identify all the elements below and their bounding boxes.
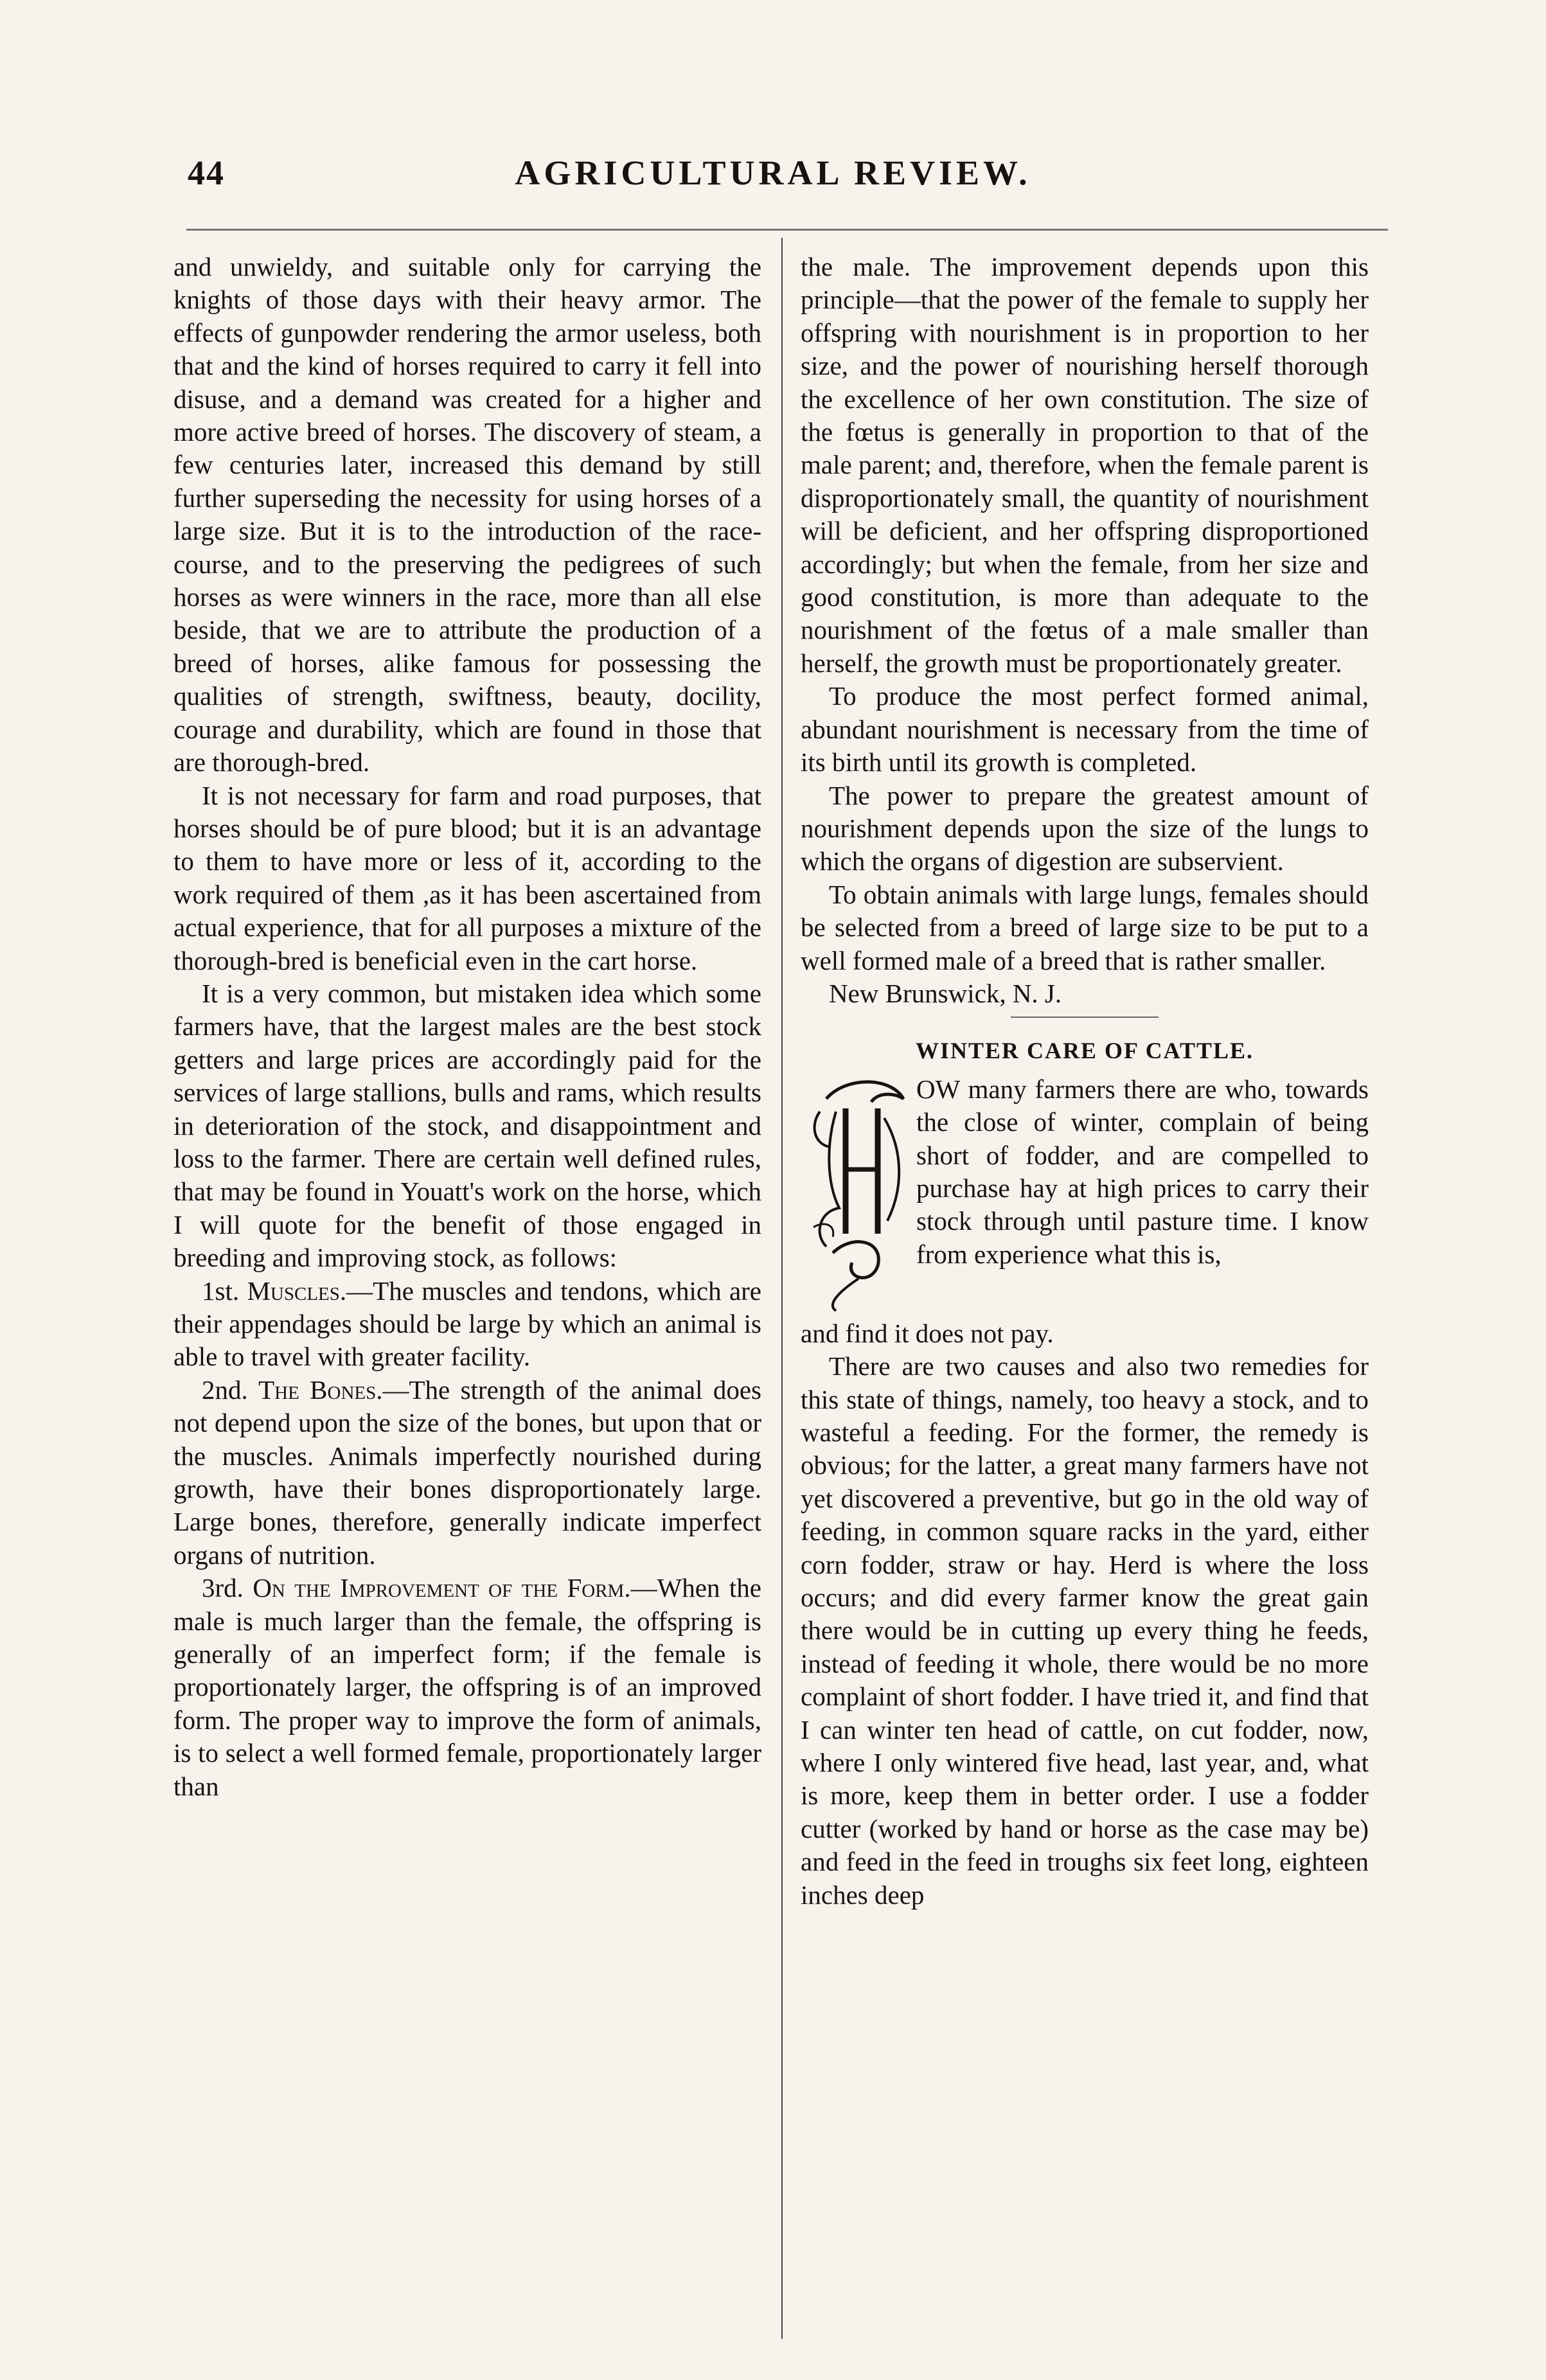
- right-column: [801, 251, 1369, 1912]
- paragraph: There are two causes and also two remedies for this state of things, namely, too heavy a stock, and to wasteful a feeding. For the former, the remedy is obvious; for the latter, a great many farmers have not yet discovered a preventive, but go in the old way of feeding, in common square racks in the yard, either corn fodder, straw or hay. Herd is where the loss occurs; and did every farmer know the great gain there would be in cutting up every thing he feeds, instead of feeding it whole, there would be no more complaint of short fodder. I have tried it, and find that I can winter ten head of cattle, on cut fodder, now, where I only wintered five head, last year, and, what is more, keep them in better order. I use a fodder cutter (worked by hand or horse as the case may be) and feed in the feed in troughs six feet long, eighteen inches deep: [801, 1351, 1369, 1910]
- section-divider: [1011, 1017, 1159, 1018]
- paragraph: It is a very common, but mistaken idea which some farmers have, that the largest males are the best stock getters and large prices are accordingly paid for the services of large stallions, bulls and rams, which results in deterioration of the stock, and disappointment and loss to the farmer. There are certain well defined rules, that may be found in Youatt's work on the horse, which I will quote for the benefit of those engaged in breeding and improving stock, as follows:: [173, 978, 761, 1273]
- paragraph: To produce the most perfect formed animal, abundant nourishment is necessary from the time of its birth until its growth is completed.: [801, 681, 1369, 777]
- ornamental-initial: [801, 1073, 916, 1317]
- header-rule: [186, 229, 1388, 231]
- paragraph: and unwieldy, and suitable only for carrying the knights of those days with their heavy armor. The effects of gunpowder rendering the armor useless, both that and the kind of horses required to carry it fell into disuse, and a demand was created for a higher and more active breed of horses. The discovery of steam, a few centuries later, increased this demand by still further superseding the necessity for using horses of a large size. But it is to the introduction of the race-course, and to the preserving the pedigrees of such horses as were winners in the race, more than all else beside, that we are to attribute the production of a breed of horses, alike famous for possessing the qualities of strength, swiftness, beauty, docility, courage and durability, which are found in those that are thorough-bred.: [173, 252, 761, 777]
- rule-heading: On the Improvement of the Form.: [253, 1573, 631, 1603]
- rule-bones: [173, 1374, 761, 1572]
- rule-number: 2nd.: [202, 1374, 248, 1405]
- ornamental-initial-icon: [801, 1073, 916, 1317]
- rule-number: 1st.: [202, 1275, 240, 1306]
- running-title: AGRICULTURAL REVIEW.: [515, 154, 1031, 192]
- rule-form: [173, 1572, 761, 1803]
- column-divider: [781, 238, 783, 2339]
- paragraph-continued: and find it does not pay.: [801, 1318, 1054, 1348]
- rule-text: —The strength of the animal does not depend upon the size of the bones, but upon that or the muscles. Animals imperfectly nourished during growth, have their bones disproportionately large. Large bones, therefore, generally indicate imperfect organs of nutrition.: [173, 1374, 762, 1570]
- dateline: New Brunswick, N. J.: [829, 978, 1062, 1008]
- paragraph: The power to prepare the greatest amount of nourishment depends upon the size of the lungs to which the organs of digestion are subservient.: [801, 780, 1369, 876]
- article-title: WINTER CARE OF CATTLE.: [915, 1038, 1254, 1064]
- paragraph: To obtain animals with large lungs, females should be selected from a breed of large size to be put to a well formed male of a breed that is rather smaller.: [801, 879, 1369, 975]
- opening-paragraph: [801, 1073, 1369, 1317]
- rule-muscles: [173, 1275, 761, 1374]
- left-column: [173, 251, 761, 1803]
- page-header: [0, 153, 1546, 211]
- paragraph: It is not necessary for farm and road purposes, that horses should be of pure blood; but it is an advantage to them to have more or less of it, according to the work required of them ,as it has been ascertained from actual experience, that for all purposes a mixture of the thorough-bred is beneficial even in the cart horse.: [173, 780, 761, 975]
- rule-text: —When the male is much larger than the female, the offspring is generally of an imperfect form; if the female is proportionately larger, the offspring is of an improved form. The proper way to improve the form of animals, is to select a well formed female, proportionately larger than: [173, 1573, 761, 1801]
- rule-heading: The Bones.: [258, 1374, 383, 1405]
- rule-heading: Muscles.: [247, 1275, 347, 1306]
- opening-text: OW many farmers there are who, towards the close of winter, complain of being short of fodder, and are compelled to purchase hay at high prices to carry their stock through until pasture time. I know from experience what this is,: [916, 1074, 1369, 1269]
- paragraph: the male. The improvement depends upon this principle—that the power of the female to supply her offspring with nourishment is in proportion to her size, and the power of nourishing herself thorough the excellence of her own constitution. The size of the fœtus is generally in proportion to that of the male parent; and, therefore, when the female parent is disproportionately small, the quantity of nourishment will be deficient, and her offspring disproportioned accordingly; but when the female, from her size and good constitution, is more than adequate to the nourishment of the fœtus of a male smaller than herself, the growth must be proportionately greater.: [801, 252, 1369, 678]
- page-number: 44: [188, 154, 225, 192]
- rule-number: 3rd.: [202, 1573, 244, 1603]
- rule-text: —The muscles and tendons, which are their appendages should be large by which an animal is able to travel with greater facility.: [173, 1275, 761, 1372]
